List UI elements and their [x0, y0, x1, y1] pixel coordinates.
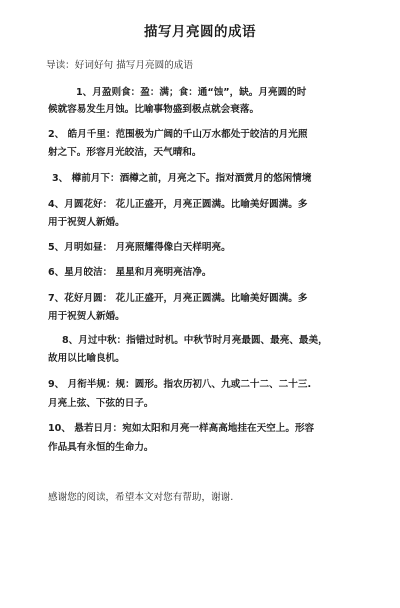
entry-9-line-1: 9、 月衔半规：规：圆形。指农历初八、九或二十二、二十三.: [48, 379, 312, 390]
entry-10-line-2: 作品具有永恒的生命力。: [48, 442, 154, 453]
entry-6-line-1: 6、星月皎洁： 星星和月亮明亮洁净。: [48, 267, 212, 278]
entry-3-line-1: 3、 樽前月下：酒樽之前，月亮之下。指对酒赏月的悠闲情境: [52, 173, 312, 184]
entry-4-line-2: 用于祝贺人新婚。: [48, 217, 125, 228]
entry-9-line-2: 月亮上弦、下弦的日子。: [48, 398, 154, 409]
intro-line: 导读：好词好句 描写月亮圆的成语: [46, 60, 193, 71]
entry-5-line-1: 5、月明如昼： 月亮照耀得像白天样明亮。: [48, 242, 231, 253]
entry-10-line-1: 10、 悬若日月：宛如太阳和月亮一样高高地挂在天空上。形容: [48, 423, 315, 434]
closing-line: 感谢您的阅读，希望本文对您有帮助，谢谢.: [48, 492, 234, 503]
entry-2-line-2: 射之下。形容月光皎洁，天气晴和。: [48, 147, 202, 158]
entry-7-line-2: 用于祝贺人新婚。: [48, 311, 125, 322]
page-title: 描写月亮圆的成语: [144, 24, 256, 40]
entry-2-line-1: 2、 皓月千里：范围极为广阔的千山万水都处于皎洁的月光照: [48, 129, 308, 140]
entry-1-line-1: 1、月盈则食：盈：满；食：通“蚀”，缺。月亮圆的时: [76, 87, 307, 98]
entry-4-line-1: 4、月圆花好： 花儿正盛开，月亮正圆满。比喻美好圆满。多: [48, 199, 308, 210]
entry-7-line-1: 7、花好月圆： 花儿正盛开，月亮正圆满。比喻美好圆满。多: [48, 293, 308, 304]
entry-8-line-1: 8、月过中秋：指错过时机。中秋节时月亮最圆、最亮、最美，: [62, 335, 328, 346]
entry-1-line-2: 候就容易发生月蚀。比喻事物盛到极点就会衰落。: [48, 104, 260, 115]
entry-8-line-2: 故用以比喻良机。: [48, 353, 125, 364]
